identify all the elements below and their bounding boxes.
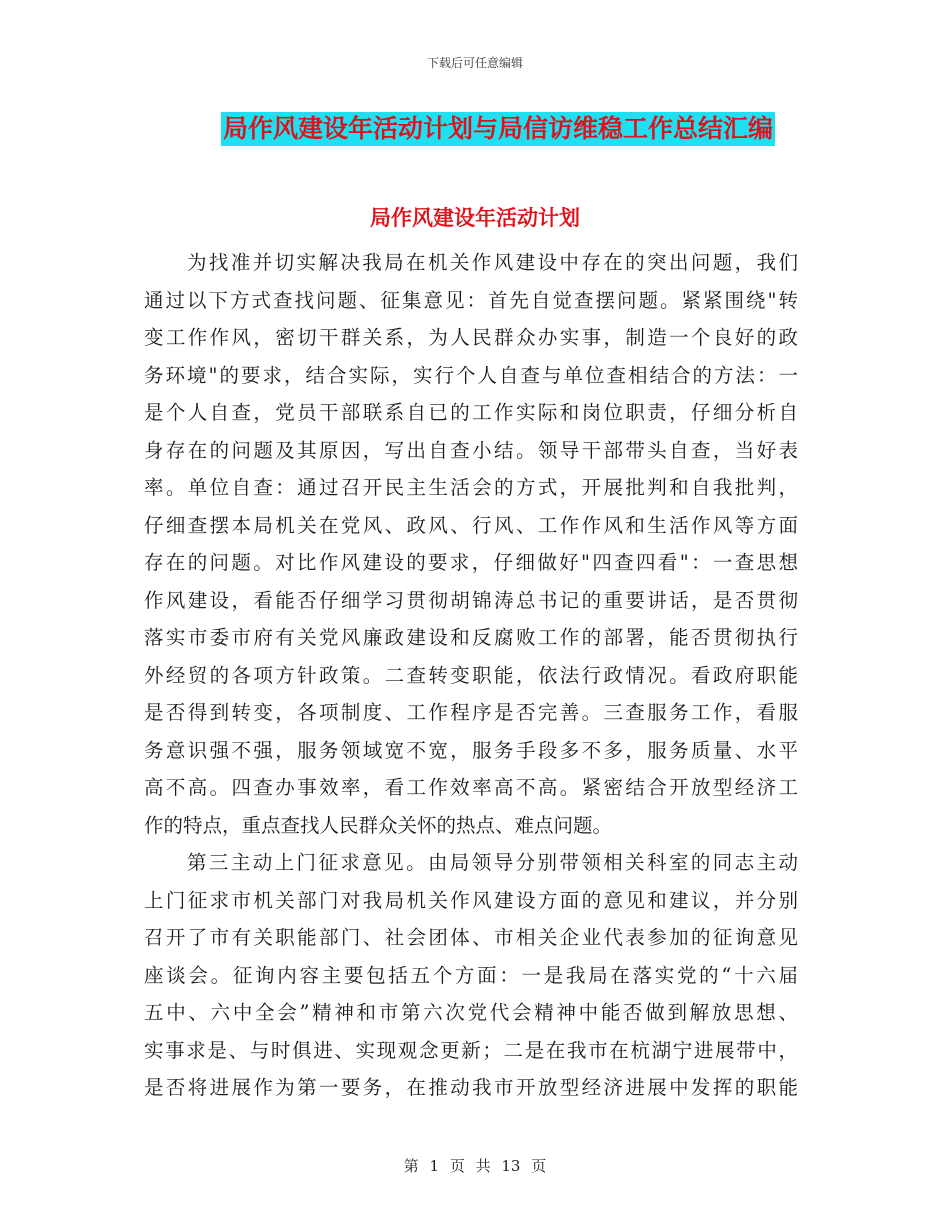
- paragraph-1-line: 变工作作风，密切干群关系，为人民群众办实事，制造一个良好的政: [144, 326, 798, 349]
- paragraph-1-line: 存在的问题。对比作风建设的要求，仔细做好"四查四看"：一查思想: [144, 551, 798, 574]
- paragraph-2-line: 是否将进展作为第一要务，在推动我市开放型经济进展中发挥的职能: [144, 1076, 798, 1099]
- paragraph-1-line: 通过以下方式查找问题、征集意见：首先自觉查摆问题。紧紧围绕"转: [144, 288, 798, 312]
- page-footer: 第 1 页 共 13 页: [403, 1157, 547, 1175]
- paragraph-1-line: 作的特点，重点查找人民群众关怀的热点、难点问题。: [144, 813, 613, 837]
- paragraph-1-line: 是否得到转变，各项制度、工作程序是否完善。三查服务工作，看服: [144, 701, 798, 724]
- paragraph-2-line: 上门征求市机关部门对我局机关作风建设方面的意见和建议，并分别: [144, 888, 798, 912]
- paragraph-2-line: 座谈会。征询内容主要包括五个方面：一是我局在落实党的“十六届: [144, 963, 798, 987]
- paragraph-2-line: 第三主动上门征求意见。由局领导分别带领相关科室的同志主动: [187, 851, 798, 874]
- paragraph-1-line: 率。单位自查：通过召开民主生活会的方式，开展批判和自我批判，: [144, 476, 798, 499]
- document-title: [0, 112, 950, 146]
- paragraph-1-line: 高不高。四查办事效率，看工作效率高不高。紧密结合开放型经济工: [144, 776, 798, 799]
- paragraph-1-line: 落实市委市府有关党风廉政建设和反腐败工作的部署，能否贯彻执行: [144, 626, 798, 649]
- paragraph-2-line: 五中、六中全会”精神和市第六次党代会精神中能否做到解放思想、: [144, 1001, 798, 1024]
- paragraph-1-line: 作风建设，看能否仔细学习贯彻胡锦涛总书记的重要讲话，是否贯彻: [144, 588, 798, 612]
- header-note: 下载后可任意编辑: [426, 56, 523, 70]
- document-title-text: 局作风建设年活动计划与局信访维稳工作总结汇编: [221, 112, 775, 146]
- paragraph-1-line: 身存在的问题及其原因，写出自查小结。领导干部带头自查，当好表: [144, 438, 798, 462]
- section-title: 局作风建设年活动计划: [370, 206, 580, 230]
- paragraph-1-line: 仔细查摆本局机关在党风、政风、行风、工作作风和生活作风等方面: [144, 513, 798, 537]
- paragraph-2-line: 召开了市有关职能部门、社会团体、市相关企业代表参加的征询意见: [144, 926, 798, 949]
- paragraph-1-line: 为找准并切实解决我局在机关作风建设中存在的突出问题，我们: [187, 251, 798, 274]
- paragraph-1-line: 务环境"的要求，结合实际，实行个人自查与单位查相结合的方法：一: [144, 363, 798, 387]
- document-body: [144, 220, 798, 1107]
- paragraph-1-line: 务意识强不强，服务领域宽不宽，服务手段多不多，服务质量、水平: [144, 738, 798, 762]
- paragraph-1-line: 是个人自查，党员干部联系自已的工作实际和岗位职责，仔细分析自: [144, 401, 798, 424]
- paragraph-2-line: 实事求是、与时俱进、实现观念更新；二是在我市在杭湖宁进展带中，: [144, 1038, 798, 1062]
- paragraph-1-line: 外经贸的各项方针政策。二查转变职能，依法行政情况。看政府职能: [144, 663, 798, 687]
